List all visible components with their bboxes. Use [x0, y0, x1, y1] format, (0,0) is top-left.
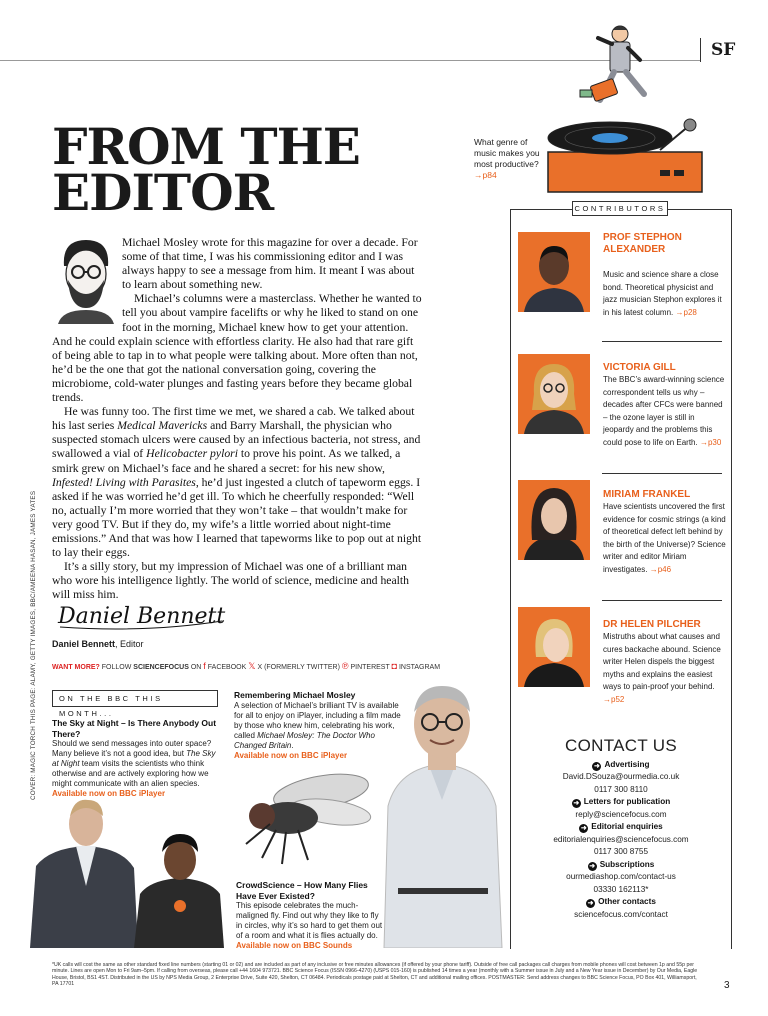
title-line-2: EDITOR [52, 163, 274, 222]
story-availability[interactable]: Available now on BBC Sounds [236, 941, 353, 950]
story-availability[interactable]: Available now on BBC iPlayer [234, 750, 348, 760]
subscriptions-url[interactable]: ourmediashop.com/contact-us [566, 872, 676, 881]
editor-byline [52, 639, 144, 649]
contributor-photo [518, 354, 590, 434]
paragraph-3: He was funny too. The first time we met, we shared a cab. We talked about his last series Medical Mavericks and Barry Marshall, the physician who suspected stomach ulcers were caused by an infectious bacteria, not stress, and swallowed a vial of Helicobacter pylori to prove his point. As we talked, a smirk grew on Michael’s face and he shared a secret: for his new show, Infested! Living with Parasites, he’d just ingested a clutch of tapeworm eggs. I asked if he was worried he’d get ill. To which he cheerfully responded: “Well no, actually I’m more worried that they won’t take – that wouldn’t make for very good TV. But if they do, my wife’s a little worried about night-time emissions.” And that was how I learned that tapeworms like to pop out at night to lay their eggs. [52, 405, 422, 560]
page-number: 3 [724, 980, 730, 991]
contributor-bio: Have scientists uncovered the first evidence for cosmic strings (a kind of theoretical defect left behind by the birth of the Universe)? Science writer and editor Miriam investigates. →p46 [603, 502, 726, 574]
editorial-letter [52, 236, 424, 602]
other-contacts-label: ➜ Other contacts [587, 897, 656, 907]
paragraph-4: It’s a silly story, but my impression of Michael was one of a brilliant man who wore his intelligence lightly. The world of science, medicine and health will miss him. [52, 560, 410, 602]
x-link[interactable]: X (FORMERLY TWITTER) [257, 664, 340, 671]
fly-photo [226, 760, 376, 870]
flying-banknote [580, 90, 592, 97]
contact-title: CONTACT US [565, 736, 677, 755]
arrow-icon: ➜ [587, 900, 594, 907]
record-label [592, 133, 628, 143]
editorial-email[interactable]: editorialenquiries@sciencefocus.com [553, 834, 689, 844]
x-icon[interactable]: 𝕏 [248, 661, 256, 671]
arrow-icon: ➜ [573, 800, 580, 807]
turntable-button [660, 170, 670, 176]
bbc-section-tag: ON THE BBC THIS MONTH... [52, 690, 218, 707]
michael-mosley-photo [378, 676, 506, 948]
contributor-photo [518, 232, 590, 312]
subscriptions-phone[interactable]: 03330 162113* [593, 884, 649, 894]
arrow-icon: ➜ [594, 762, 600, 770]
contributor-stephon-alexander[interactable] [518, 232, 724, 332]
editor-role: , Editor [115, 639, 144, 649]
contributor-divider [602, 473, 722, 474]
crowdscience-story[interactable] [236, 880, 384, 951]
contributor-name: MIRIAM FRANKEL [603, 489, 691, 500]
legal-footnote: *UK calls will cost the same as other standard fixed line numbers (starting 01 or 02) and are included as part of any inclusive or free minutes allowances (if offered by your phone tariff). Outside of free call packages call charges from mobile phones will cost between 1p and 55p per minute. Lines are open Mon to Fri 9am–5pm. If calling from overseas, please call +44 1604 973721. BBC Science Focus (ISSN 0966-4270) (USPS 015-160) is published 14 times a year (monthly with a Summer issue in July and a New Year issue in December) by Our Media, Eagle House, Bristol, BS1 4ST. Distributed in the US by NPS Media Group, 2 Enterprise Drive, Suite 420, Shelton, CT 06484. Periodicals postage paid at Shelton, CT and additional mailing offices. POSTMASTER: Send address changes to BBC Science Focus, PO Box 401, Williamsport, PA 17701 [52, 962, 698, 987]
contributor-bio: Music and science share a close bond. Theoretical physicist and jazz musician Stephon explores it in his latest column. →p28 [603, 270, 722, 317]
dancer-hair [613, 26, 627, 30]
contributor-page-ref[interactable]: →p52 [603, 694, 625, 704]
briefcase [590, 78, 618, 101]
letters-email[interactable]: reply@sciencefocus.com [575, 809, 667, 819]
advertising-phone[interactable]: 0117 300 8110 [594, 784, 648, 794]
signature-text: Daniel Bennett [58, 604, 226, 629]
social-handle: SCIENCEFOCUS [133, 664, 189, 671]
contributor-miriam-frankel[interactable] [518, 480, 724, 590]
pinterest-icon[interactable]: ℗ [341, 661, 349, 671]
arrow-icon: ➜ [580, 825, 587, 832]
tonearm-pivot [684, 119, 696, 131]
dancer-leg [626, 72, 644, 94]
contributor-page-ref[interactable]: →p30 [699, 437, 722, 447]
paragraph-2: Michael’s columns were a masterclass. Whether he wanted to tell you about vampire facelifts or why he liked to stand on one foot in the morning, Michael knew how to get your attention. And he could explain science with effortless clarity. He also had that rare gift of being able to tap in to what people were talking about. More often than not, he’d be the one that got the national conversation going, covering the microbiome, cold-water plunges and fasting years before they became global trends. [52, 292, 422, 405]
title-line-1: FROM THE [52, 117, 360, 176]
instagram-icon[interactable]: ◘ [391, 661, 397, 671]
contributor-bio: Mistruths about what causes and cures backache abound. Science writer Helen dispels the biggest myths and explains the easiest ways to pain-proof your behind. →p52 [603, 632, 721, 704]
contributor-bio: The BBC’s award-winning science correspondent tells us why – decades after CFCs were banned – the ozone layer is still in jeopardy and the problems this could pose to life on Earth. →p30 [603, 375, 725, 447]
editorial-phone[interactable]: 0117 300 8755 [593, 847, 649, 856]
letters-label: ➜ Letters for publication [573, 797, 671, 807]
editor-signature [56, 597, 226, 637]
editor-name: Daniel Bennett [52, 639, 116, 649]
teaser-text: What genre of music makes you most productive? [474, 137, 540, 169]
contributor-page-ref[interactable]: →p46 [649, 564, 672, 574]
pinterest-link[interactable]: PINTEREST [350, 664, 390, 671]
story-title: The Sky at Night – Is There Anybody Out There? [52, 718, 217, 739]
story-availability[interactable]: Available now on BBC iPlayer [52, 789, 166, 798]
dancer-arm [598, 38, 612, 44]
page-title [52, 117, 472, 222]
story-body: This episode celebrates the much-maligned fly. Find out why they like to fly in circles, why it’s so hard to get them out of a room and what it is flies actually do. [236, 901, 383, 940]
contributor-page-ref[interactable]: →p28 [675, 307, 697, 317]
story-body: A selection of Michael’s brilliant TV is available for all to enjoy on iPlayer, including a film made by those who knew him, celebrating his work, called Michael Mosley: The Doctor Who Changed Britain. [234, 700, 401, 750]
paragraph-1: Michael Mosley wrote for this magazine for over a decade. For some of that time, I was his commissioning editor and I was always happy to see a message from him. It meant I was about to learn about something new. [122, 236, 418, 292]
subscriptions-label: ➜ Subscriptions [589, 859, 655, 870]
contributors-tag: CONTRIBUTORS [572, 201, 668, 216]
contributor-photo [518, 607, 590, 687]
contributor-divider [602, 341, 722, 342]
arrow-icon: ➜ [589, 862, 596, 870]
facebook-link[interactable]: FACEBOOK [207, 664, 247, 671]
section-mark: SF [700, 38, 736, 62]
turntable-button [674, 170, 684, 176]
turntable-illustration [540, 20, 710, 200]
advertising-label: ➜ Advertising [594, 759, 650, 770]
contributor-name: VICTORIA GILL [603, 362, 676, 373]
teaser-page-ref[interactable]: →p84 [474, 170, 497, 180]
sky-at-night-story[interactable] [52, 718, 218, 799]
contributor-helen-pilcher[interactable] [518, 607, 724, 707]
other-contacts-url[interactable]: sciencefocus.com/contact [574, 909, 668, 919]
sky-at-night-presenters-photo [30, 796, 226, 948]
editor-portrait [52, 236, 118, 324]
story-body: Should we send messages into outer space? Many believe it’s not a good idea, but The Sky at Night team visits the scientists who think otherwise and are actively exploring how we might communicate with an alien species. [52, 739, 216, 788]
social-follow-bar: WANT MORE? FOLLOW SCIENCEFOCUS ON f FACEBOOK 𝕏 X (FORMERLY TWITTER) ℗ PINTEREST ◘ INSTAGRAM [52, 661, 441, 671]
instagram-link[interactable]: INSTAGRAM [398, 664, 441, 671]
contact-us-section [520, 736, 722, 921]
facebook-icon[interactable]: f [203, 661, 206, 671]
editorial-label: ➜ Editorial enquiries [580, 822, 663, 832]
story-title: CrowdScience – How Many Flies Have Ever Existed? [236, 880, 368, 901]
advertising-email[interactable]: David.DSouza@ourmedia.co.uk [562, 772, 680, 781]
story-title: Remembering Michael Mosley [234, 690, 356, 700]
image-credits: COVER: MAGIC TORCH THIS PAGE: ALAMY, GETTY IMAGES, BBC/AMEENA HASAN, JAMES YATES [30, 490, 37, 800]
contributor-name: PROF STEPHON ALEXANDER [603, 232, 682, 255]
contributor-photo [518, 480, 590, 560]
contributor-victoria-gill[interactable] [518, 354, 724, 464]
contributor-name: DR HELEN PILCHER [603, 619, 701, 630]
contributor-divider [602, 600, 722, 601]
want-more-label: WANT MORE? [52, 664, 100, 671]
music-teaser[interactable] [474, 137, 544, 181]
